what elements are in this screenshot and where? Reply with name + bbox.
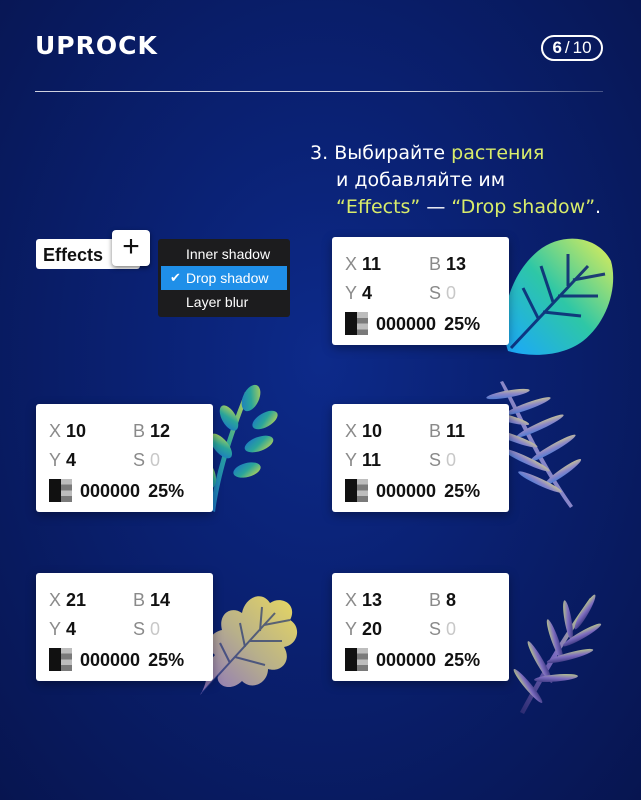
b-label: B (429, 590, 442, 610)
step-number: 3. (310, 142, 329, 164)
s-label: S (429, 619, 442, 639)
opacity-value[interactable]: 25% (444, 481, 481, 501)
page-indicator (541, 35, 603, 61)
s-label: S (133, 450, 146, 470)
page-total: 10 (572, 38, 592, 57)
step-line3-suffix: . (595, 196, 602, 218)
color-hex[interactable]: 000000 (376, 481, 437, 501)
menu-item-inner-shadow[interactable]: Inner shadow (186, 246, 271, 262)
shadow-settings-card-4 (36, 573, 213, 681)
step-instruction (310, 140, 601, 221)
x-label: X (49, 421, 62, 441)
step-line2: и добавляйте им (336, 169, 506, 191)
b-label: B (133, 421, 146, 441)
color-hex[interactable]: 000000 (376, 650, 437, 670)
x-label: X (345, 590, 358, 610)
y-label: Y (49, 619, 62, 639)
add-effect-button[interactable]: + (112, 230, 150, 266)
menu-item-drop-shadow-label: Drop shadow (186, 270, 269, 286)
menu-item-drop-shadow[interactable] (161, 266, 287, 290)
s-label: S (429, 450, 442, 470)
x-label: X (345, 254, 358, 274)
s-value[interactable]: 0 (150, 619, 161, 639)
x-value[interactable]: 13 (362, 590, 383, 610)
step-line3-dash: — (420, 196, 452, 218)
b-value[interactable]: 12 (150, 421, 171, 441)
shadow-settings-card-1 (332, 237, 509, 345)
y-value[interactable]: 4 (66, 450, 77, 470)
step-line3-effects: “Effects” (336, 196, 421, 218)
b-label: B (429, 421, 442, 441)
page-current: 6 (552, 38, 562, 57)
color-swatch[interactable] (49, 479, 72, 502)
color-hex[interactable]: 000000 (80, 481, 141, 501)
b-value[interactable]: 8 (446, 590, 457, 610)
b-value[interactable]: 13 (446, 254, 467, 274)
color-swatch[interactable] (345, 479, 368, 502)
step-line1-prefix: Выбирайте (334, 142, 452, 164)
menu-item-layer-blur[interactable]: Layer blur (186, 294, 249, 310)
opacity-value[interactable]: 25% (148, 650, 185, 670)
color-hex[interactable]: 000000 (376, 314, 437, 334)
y-value[interactable]: 11 (362, 450, 382, 470)
x-value[interactable]: 11 (362, 254, 382, 274)
y-value[interactable]: 4 (66, 619, 77, 639)
color-swatch[interactable] (345, 312, 368, 335)
effects-label: Effects (43, 245, 104, 265)
y-label: Y (49, 450, 62, 470)
monstera-leaf-icon (493, 226, 618, 361)
s-value[interactable]: 0 (150, 450, 161, 470)
color-hex[interactable]: 000000 (80, 650, 141, 670)
shadow-settings-card-5 (332, 573, 509, 681)
step-line1-highlight: растения (451, 142, 545, 164)
s-value[interactable]: 0 (446, 283, 457, 303)
shadow-settings-card-3 (332, 404, 509, 512)
y-value[interactable]: 4 (362, 283, 373, 303)
x-label: X (345, 421, 358, 441)
opacity-value[interactable]: 25% (444, 650, 481, 670)
step-line3-dropshadow: “Drop shadow” (451, 196, 596, 218)
s-label: S (429, 283, 442, 303)
y-value[interactable]: 20 (362, 619, 383, 639)
b-label: B (429, 254, 442, 274)
y-label: Y (345, 619, 358, 639)
shadow-settings-card-2 (36, 404, 213, 512)
x-value[interactable]: 10 (362, 421, 383, 441)
b-value[interactable]: 14 (150, 590, 171, 610)
s-value[interactable]: 0 (446, 619, 457, 639)
y-label: Y (345, 450, 358, 470)
opacity-value[interactable]: 25% (444, 314, 481, 334)
uprock-logo: UPROCK (35, 31, 158, 60)
check-icon: ✔ (170, 270, 181, 285)
s-label: S (133, 619, 146, 639)
b-value[interactable]: 11 (446, 421, 466, 441)
y-label: Y (345, 283, 358, 303)
color-swatch[interactable] (49, 648, 72, 671)
s-value[interactable]: 0 (446, 450, 457, 470)
effects-menu (158, 239, 290, 317)
opacity-value[interactable]: 25% (148, 481, 185, 501)
step-line3 (310, 194, 601, 221)
b-label: B (133, 590, 146, 610)
x-value[interactable]: 10 (66, 421, 87, 441)
x-label: X (49, 590, 62, 610)
header-divider (35, 91, 603, 92)
x-value[interactable]: 21 (66, 590, 87, 610)
page-separator: / (564, 38, 570, 57)
color-swatch[interactable] (345, 648, 368, 671)
